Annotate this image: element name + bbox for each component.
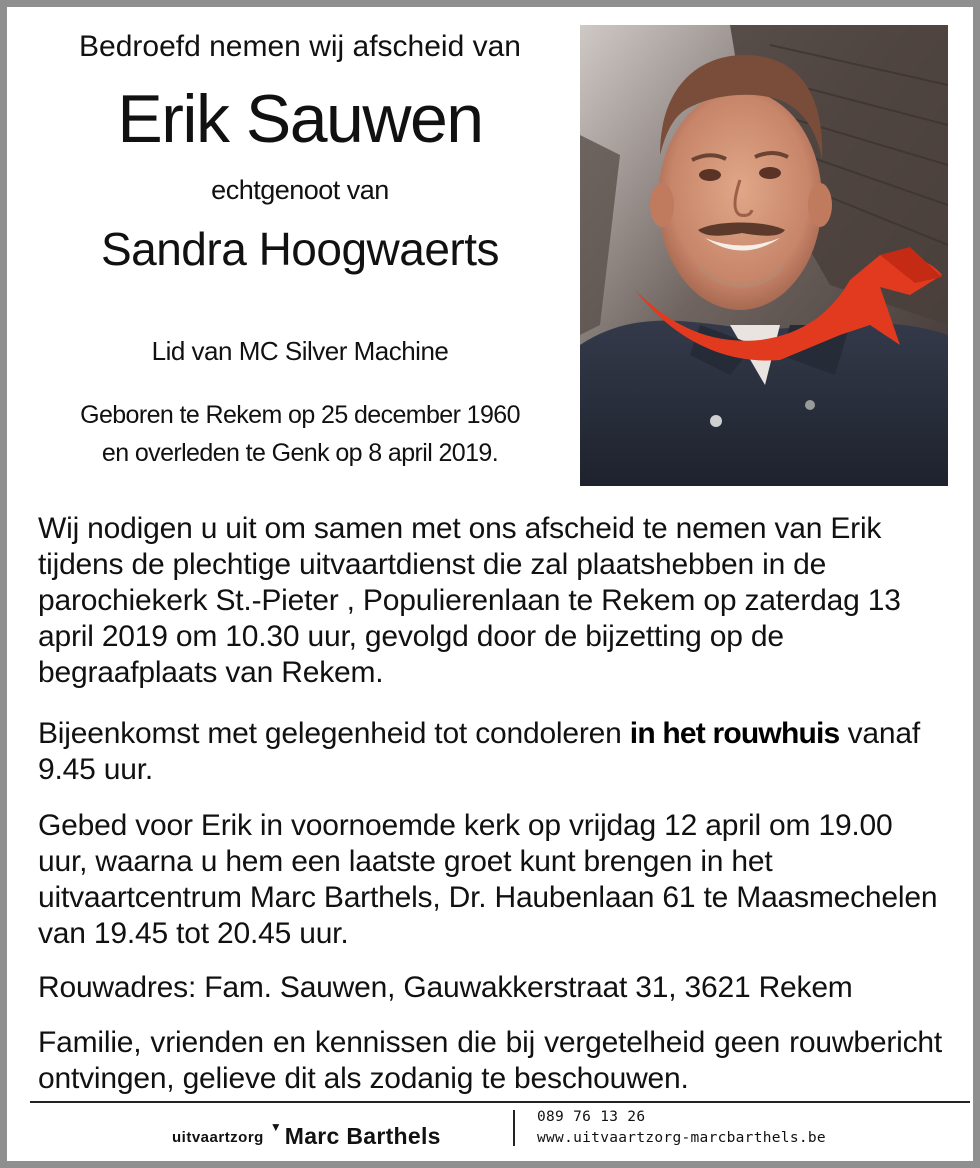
club-membership: Lid van MC Silver Machine <box>151 336 449 366</box>
birth-death-dates <box>10 396 590 472</box>
triangle-icon: ▼ <box>269 1120 282 1134</box>
brand-tagline: uitvaartzorg <box>172 1129 264 1146</box>
deceased-name: Erik Sauwen <box>117 81 483 157</box>
footer-separator <box>513 1110 515 1146</box>
death-line: en overleden te Genk op 8 april 2019. <box>101 439 499 467</box>
condolence-text: Bijeenkomst met gelegenheid tot condoleren <box>38 717 630 750</box>
funeral-brand <box>172 1118 441 1152</box>
phone-number: 089 76 13 26 <box>537 1109 646 1125</box>
brand-name: Marc Barthels <box>284 1123 441 1149</box>
spouse-name: Sandra Hoogwaerts <box>100 223 500 275</box>
mourning-address: Rouwadres: Fam. Sauwen, Gauwakkerstraat 31, 3621 Rekem <box>38 971 853 1004</box>
prayer-paragraph: Gebed voor Erik in voornoemde kerk op vrijdag 12 april om 19.00 uur, waarna u hem een laatste groet kunt brengen in het uitvaartcentrum Marc Barthels, Dr. Haubenlaan 61 te Maasmechelen van 19.45 tot 20.45 uur. <box>38 809 938 950</box>
intro-line: Bedroefd nemen wij afscheid van <box>79 30 521 63</box>
condolence-time: vanaf 9.45 uur. <box>38 717 920 786</box>
condolence-paragraph <box>38 716 942 788</box>
footer-contact <box>537 1107 826 1149</box>
spouse-intro: echtgenoot van <box>211 175 389 205</box>
portrait-photo <box>580 25 948 486</box>
condolence-location-emphasis: in het rouwhuis <box>629 717 840 750</box>
service-paragraph: Wij nodigen u uit om samen met ons afscheid te nemen van Erik tijdens de plechtige uitvaartdienst die zal plaatshebben in de parochiekerk St.-Pieter , Populierenlaan te Rekem op zaterdag 13 april 2019 om 10.30 uur, gevolgd door de bijzetting op de begraafplaats van Rekem. <box>38 512 901 689</box>
birth-line: Geboren te Rekem op 25 december 1960 <box>80 401 520 429</box>
notice-paragraph: Familie, vrienden en kennissen die bij vergetelheid geen rouwbericht ontvingen, gelieve dit als zodanig te beschouwen. <box>38 1026 942 1095</box>
footer-divider <box>30 1101 970 1103</box>
website-link[interactable]: www.uitvaartzorg-marcbarthels.be <box>537 1130 826 1146</box>
